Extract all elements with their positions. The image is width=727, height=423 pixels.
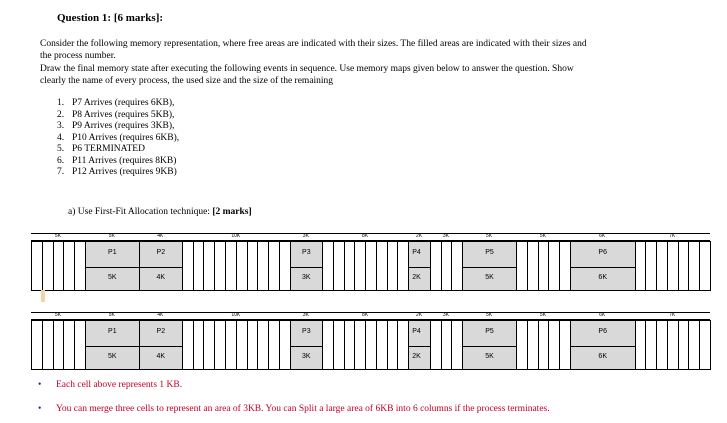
block-divider <box>86 346 139 347</box>
free-kb-cell[interactable] <box>699 320 711 370</box>
event-number: 7. <box>57 167 65 177</box>
memory-cells <box>31 241 710 293</box>
process-name: P5 <box>485 328 494 335</box>
process-name: P1 <box>108 328 117 335</box>
block-divider <box>86 267 139 268</box>
event-text: P12 Arrives (requires 9KB) <box>72 167 177 177</box>
memory-cells <box>31 320 710 372</box>
bullet-text-2: You can merge three cells to represent an area of 3KB. You can Split a large area of 6KB into 6 columns if the process terminates. <box>56 404 550 414</box>
process-name: P6 <box>598 249 607 256</box>
cursor-marker <box>41 290 45 302</box>
process-block-p3 <box>290 241 323 291</box>
process-block-p4 <box>408 241 431 291</box>
instructions-line-1: Draw the final memory state after executing the following events in sequence. Use memory maps given below to answer the question. Show <box>40 64 574 74</box>
process-name: P5 <box>485 249 494 256</box>
process-block-p6 <box>570 320 636 370</box>
event-item <box>57 144 179 156</box>
process-block-p5 <box>462 320 517 370</box>
block-divider <box>140 346 182 347</box>
block-divider <box>140 267 182 268</box>
process-size: 2K <box>412 274 421 281</box>
size-header-row <box>31 312 710 320</box>
event-number: 4. <box>57 132 65 143</box>
event-number: 3. <box>57 121 65 131</box>
instructions-line-2: clearly the name of every process, the used size and the size of the remaining <box>40 75 334 86</box>
segment-size-header: 8K <box>362 233 369 239</box>
segment-size-header: 5K <box>485 312 493 318</box>
memory-map-1 <box>31 233 710 295</box>
segment-size-header: 5K <box>108 312 115 318</box>
block-divider <box>571 267 635 268</box>
sub-question-label: a) Use First-Fit Allocation technique: <box>68 207 213 217</box>
block-divider <box>291 346 322 347</box>
process-name: P6 <box>598 328 607 335</box>
segment-size-header: 10K <box>231 312 241 318</box>
process-block-p5 <box>462 241 517 291</box>
segment-size-header: 5K <box>539 233 546 239</box>
segment-size-header: 3K <box>442 233 449 239</box>
segment-size-header: 3K <box>302 312 309 318</box>
segment-size-header: 2K <box>415 312 423 318</box>
process-block-p6 <box>570 241 636 291</box>
intro-line-2: the process number. <box>40 50 116 61</box>
block-divider <box>409 267 430 268</box>
event-text: P7 Arrives (requires 6KB), <box>72 98 175 108</box>
event-item <box>57 121 179 133</box>
event-number: 1. <box>57 98 65 108</box>
process-size: 3K <box>302 274 311 281</box>
process-size: 3K <box>302 353 311 360</box>
event-number: 5. <box>57 144 65 154</box>
bullet-note-2 <box>38 404 550 414</box>
segment-size-header: 8K <box>362 312 369 318</box>
segment-size-header: 3K <box>442 312 449 318</box>
bullet-note-1 <box>38 380 182 390</box>
process-size: 5K <box>485 274 494 281</box>
event-item <box>57 110 179 122</box>
process-block-p3 <box>290 320 323 370</box>
process-name: P2 <box>156 249 166 256</box>
block-divider <box>291 267 322 268</box>
process-size: 2K <box>412 353 421 360</box>
process-size: 5K <box>108 353 117 360</box>
segment-size-header: 10K <box>231 233 241 239</box>
event-item <box>57 167 179 179</box>
block-divider <box>463 346 516 347</box>
process-name: P4 <box>412 249 421 256</box>
free-kb-cell[interactable] <box>699 241 711 291</box>
segment-size-header: 5K <box>108 233 115 239</box>
segment-size-header: 7K <box>669 312 676 318</box>
segment-size-header: 4K <box>157 233 164 239</box>
process-block-p4 <box>408 320 431 370</box>
segment-size-header: 5K <box>54 233 61 239</box>
sub-question-marks: [2 marks] <box>212 207 252 217</box>
event-list <box>57 98 179 179</box>
block-divider <box>571 346 635 347</box>
segment-size-header: 7K <box>669 233 676 239</box>
question-intro <box>40 39 700 62</box>
question-title: Question 1: [6 marks]: <box>57 12 164 24</box>
process-name: P3 <box>302 328 311 335</box>
event-item <box>57 133 179 145</box>
intro-line-1: Consider the following memory representation, where free areas are indicated with their sizes. The filled areas are indicated with their sizes and <box>40 39 587 49</box>
process-size: 4K <box>156 353 166 360</box>
event-number: 6. <box>57 155 65 166</box>
block-divider <box>409 346 430 347</box>
process-size: 5K <box>485 353 494 360</box>
process-name: P1 <box>108 249 117 256</box>
process-size: 5K <box>108 274 117 281</box>
segment-size-header: 6K <box>599 312 606 318</box>
size-header-row <box>31 233 710 241</box>
process-block-p1 <box>85 320 140 370</box>
process-name: P4 <box>412 328 421 335</box>
event-text: P9 Arrives (requires 3KB), <box>72 121 175 131</box>
bullet-text-1: Each cell above represents 1 KB. <box>56 380 183 390</box>
segment-size-header: 5K <box>539 312 546 318</box>
process-size: 4K <box>156 274 166 281</box>
process-size: 6K <box>598 353 607 360</box>
memory-map-2 <box>31 312 710 374</box>
event-item <box>57 98 179 110</box>
event-item <box>57 156 179 168</box>
segment-size-header: 5K <box>485 233 493 239</box>
process-block-p2 <box>139 241 183 291</box>
segment-size-header: 5K <box>54 312 61 318</box>
process-size: 6K <box>598 274 607 281</box>
process-name: P2 <box>156 328 166 335</box>
segment-size-header: 2K <box>415 233 423 239</box>
event-text: P6 TERMINATED <box>72 144 145 154</box>
event-number: 2. <box>57 109 65 120</box>
bullet-dot-icon: • <box>38 404 42 414</box>
segment-size-header: 6K <box>599 233 606 239</box>
block-divider <box>463 267 516 268</box>
segment-size-header: 4K <box>157 312 164 318</box>
segment-size-header: 3K <box>302 233 309 239</box>
bullet-dot-icon: • <box>38 380 42 390</box>
process-name: P3 <box>302 249 311 256</box>
process-block-p2 <box>139 320 183 370</box>
event-text: P11 Arrives (requires 8KB) <box>72 155 177 166</box>
process-block-p1 <box>85 241 140 291</box>
question-instructions <box>40 64 700 87</box>
event-text: P10 Arrives (requires 6KB), <box>72 132 180 143</box>
sub-question-a <box>68 207 252 217</box>
event-text: P8 Arrives (requires 5KB), <box>72 109 175 120</box>
